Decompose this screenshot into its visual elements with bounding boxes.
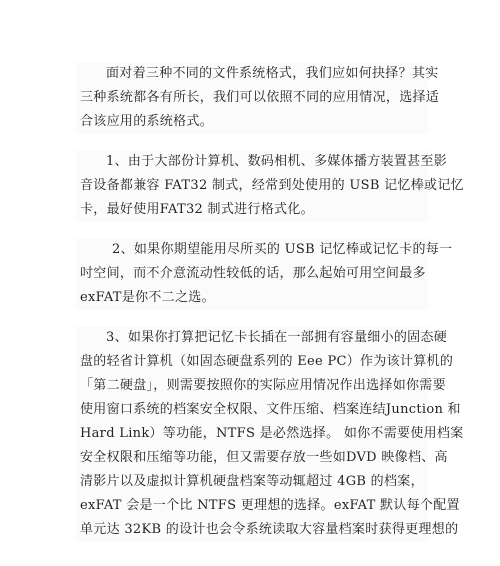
paragraph-line: 盘的轻省计算机（如固态硬盘系列的 Eee PC）作为该计算机的 [80,354,454,369]
paragraph-line: 合该应用的系统格式。 [80,114,214,129]
paragraph-line: 三种系统都各有所长，我们可以依照不同的应用情况，选择适 [80,90,440,105]
paragraph-line: 吋空间，而不介意流动性较低的话，那么起始可用空间最多 [80,266,426,281]
paragraph-item-2 [76,238,453,310]
paragraph-line: 「第二硬盘」，则需要按照你的实际应用情况作出选择如你需要 [80,378,446,393]
paragraph-item-3 [76,326,464,542]
paragraph-line: 单元达 32KB 的设计也会令系统读取大容量档案时获得更理想的 [80,522,459,537]
paragraph-item-1 [76,150,464,222]
paragraph-line: 卡，最好使用FAT32 制式进行格式化。 [80,202,314,217]
paragraph-intro [76,62,440,134]
paragraph-line: 面对着三种不同的文件系统格式，我们应如何抉择？其实 [106,66,439,81]
paragraph-line: Hard Link）等功能，NTFS 是必然选择。 如你不需要使用档案 [80,426,464,441]
paragraph-line: 音设备都兼容 FAT32 制式，经常到处使用的 USB 记忆棒或记忆 [80,178,464,193]
paragraph-line: 1、由于大部份计算机、数码相机、多媒体播方装置甚至影 [106,154,448,169]
paragraph-line: 3、如果你打算把记忆卡长插在一部拥有容量细小的固态硬 [106,330,448,345]
paragraph-line: 安全权限和压缩等功能，但又需要存放一些如DVD 映像档、高 [80,450,448,465]
paragraph-line: 2、如果你期望能用尽所买的 USB 记忆棒或记忆卡的每一 [112,242,453,257]
paragraph-line: exFAT是你不二之选。 [80,290,215,305]
paragraph-line: exFAT 会是一个比 NTFS 更理想的选择。exFAT 默认每个配置 [80,498,460,513]
document-body [76,62,464,558]
paragraph-line: 使用窗口系统的档案安全权限、文件压缩、档案连结Junction 和 [80,402,461,417]
paragraph-line: 清影片以及虚拟计算机硬盘档案等动辄超过 4GB 的档案， [80,474,424,489]
